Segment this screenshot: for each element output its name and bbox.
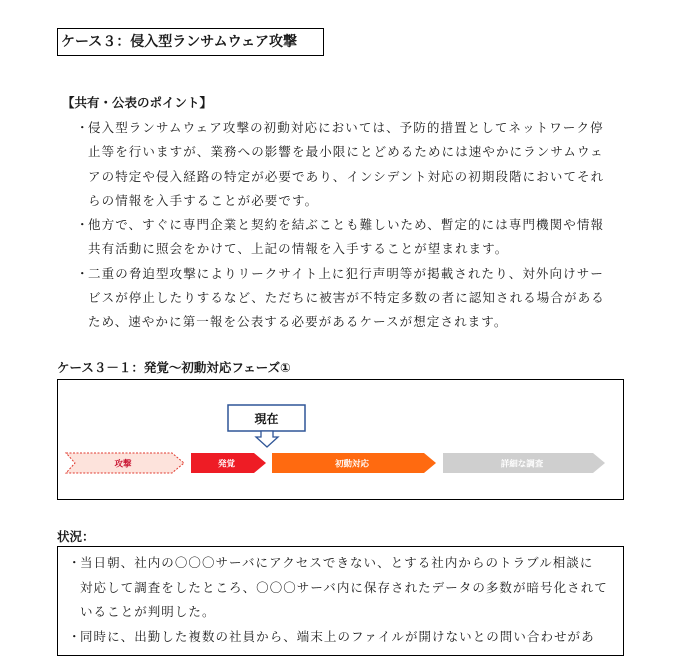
points-list	[76, 116, 636, 335]
status-item-line: 当日朝、社内の〇〇〇サーバにアクセスできない、とする社内からのトラブル相談に	[80, 555, 594, 570]
bullet-mark: ・	[76, 217, 90, 233]
bullet-mark: ・	[76, 120, 90, 135]
point-item	[76, 116, 636, 213]
status-heading: 状況：	[57, 529, 95, 544]
phase-step-label: 初動対応	[334, 459, 370, 470]
case-title: ケース３：侵入型ランサムウェア攻撃	[57, 28, 324, 56]
point-item-line: 止等を行いますが、業務への影響を最小限にとどめるためには速やかにランサムウェ	[88, 144, 604, 160]
point-item-line: ため、速やかに第一報を公表する必要があるケースが想定されます。	[88, 314, 508, 330]
point-item-line: 他方で、すぐに専門企業と契約を結ぶことも難しいため、暫定的には専門機関や情報	[88, 217, 605, 233]
point-item-line: アの特定や侵入経路の特定が必要であり、インシデント対応の初期段階においてそれ	[88, 168, 605, 184]
phase-step-label: 詳細な調査	[500, 459, 544, 470]
current-pointer-arrow	[256, 431, 278, 447]
point-item-line: ビスが停止したりするなど、ただちに被害が不特定多数の者に認知される場合がある	[88, 290, 605, 306]
point-item-line: 共有活動に照会をかけて、上記の情報を入手することが望まれます。	[88, 241, 509, 257]
current-label: 現在	[254, 412, 279, 426]
status-list	[68, 551, 616, 649]
point-item-line: 侵入型ランサムウェア攻撃の初動対応においては、予防的措置としてネットワーク停	[88, 120, 604, 135]
status-item-line: 同時に、出勤した複数の社員から、端末上のファイルが開けないとの問い合わせがあ	[80, 628, 595, 644]
status-box	[57, 546, 624, 656]
bullet-mark: ・	[76, 265, 90, 281]
phase-step-label: 発覚	[217, 459, 236, 470]
status-item	[68, 625, 616, 650]
points-heading: 【共有・公表のポイント】	[62, 95, 213, 110]
point-item-line: らの情報を入手することが必要です。	[88, 192, 319, 208]
point-item-line: 二重の脅迫型攻撃によりリークサイト上に犯行声明等が掲載されたり、対外向けサー	[88, 265, 604, 281]
bullet-mark: ・	[68, 628, 82, 644]
status-item	[68, 551, 616, 625]
phase-heading: ケース３－１：発覚～初動対応フェーズ①	[57, 360, 291, 375]
bullet-mark: ・	[68, 555, 82, 570]
phase-step-label: 攻撃	[114, 459, 132, 470]
point-item	[76, 213, 636, 262]
status-item-line: 対応して調査をしたところ、〇〇〇サーバ内に保存されたデータの多数が暗号化されて	[80, 579, 608, 595]
phase-diagram	[57, 379, 624, 500]
phase-flow-svg	[58, 380, 623, 499]
status-item-line: いることが判明した。	[80, 604, 216, 619]
point-item	[76, 262, 636, 335]
